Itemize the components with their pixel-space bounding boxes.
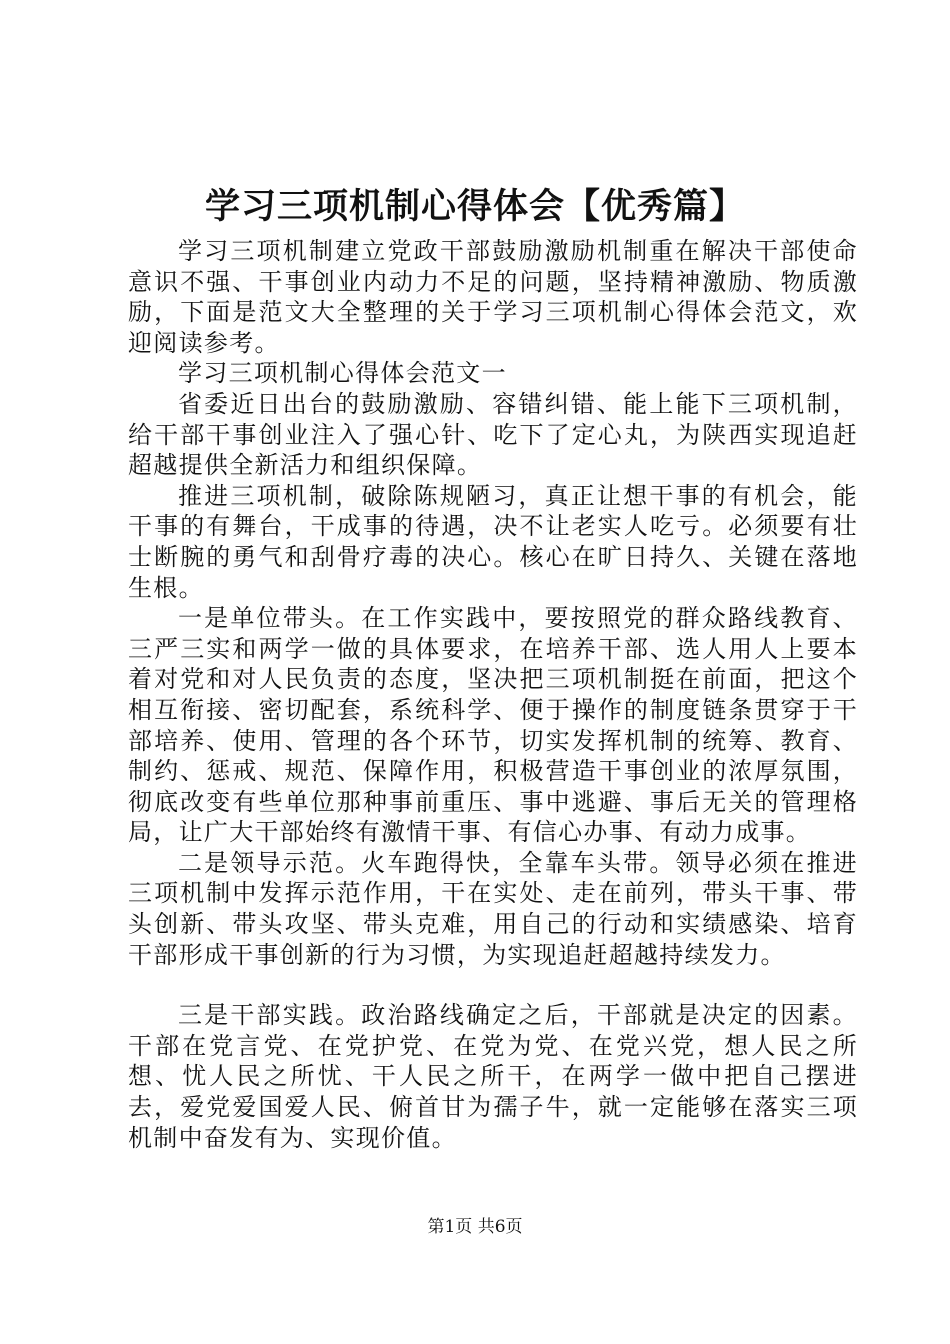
page-footer: 第1页 共6页 — [427, 1217, 523, 1237]
document-title: 学习三项机制心得体会【优秀篇】 — [204, 186, 745, 227]
intro-paragraph: 学习三项机制建立党政干部鼓励激励机制重在解决干部使命意识不强、干事创业内动力不足的问题，坚持精神激励、物质激励，下面是范文大全整理的关于学习三项机制心得体会范文，欢迎阅读参考。 — [128, 237, 858, 357]
document-body — [128, 236, 858, 1153]
body-paragraph: 推进三项机制，破除陈规陋习，真正让想干事的有机会，能干事的有舞台，干成事的待遇，决不让老实人吃亏。必须要有壮士断腕的勇气和刮骨疗毒的决心。核心在旷日持久、关键在落地生根。 — [128, 481, 858, 602]
body-paragraph: 省委近日出台的鼓励激励、容错纠错、能上能下三项机制，给干部干事创业注入了强心针、吃下了定心丸，为陕西实现追赶超越提供全新活力和组织保障。 — [128, 389, 858, 480]
body-paragraph: 二是领导示范。火车跑得快，全靠车头带。领导必须在推进三项机制中发挥示范作用，干在实处、走在前列，带头干事、带头创新、带头攻坚、带头克难，用自己的行动和实绩感染、培育干部形成干事创新的行为习惯，为实现追赶超越持续发力。 — [128, 848, 858, 969]
section-heading: 学习三项机制心得体会范文一 — [178, 359, 507, 388]
body-paragraph: 一是单位带头。在工作实践中，要按照党的群众路线教育、三严三实和两学一做的具体要求，在培养干部、选人用人上要本着对党和对人民负责的态度，坚决把三项机制挺在前面，把这个相互衔接、密切配套，系统科学、便于操作的制度链条贯穿于干部培养、使用、管理的各个环节，切实发挥机制的统筹、教育、制约、惩戒、规范、保障作用，积极营造干事创业的浓厚氛围，彻底改变有些单位那种事前重压、事中逃避、事后无关的管理格局，让广大干部始终有激情干事、有信心办事、有动力成事。 — [128, 604, 858, 847]
body-paragraph: 三是干部实践。政治路线确定之后，干部就是决定的因素。干部在党言党、在党护党、在党为党、在党兴党，想人民之所想、忧人民之所忧、干人民之所干，在两学一做中把自己摆进去，爱党爱国爱人民、俯首甘为孺子牛，就一定能够在落实三项机制中奋发有为、实现价值。 — [128, 1001, 858, 1152]
